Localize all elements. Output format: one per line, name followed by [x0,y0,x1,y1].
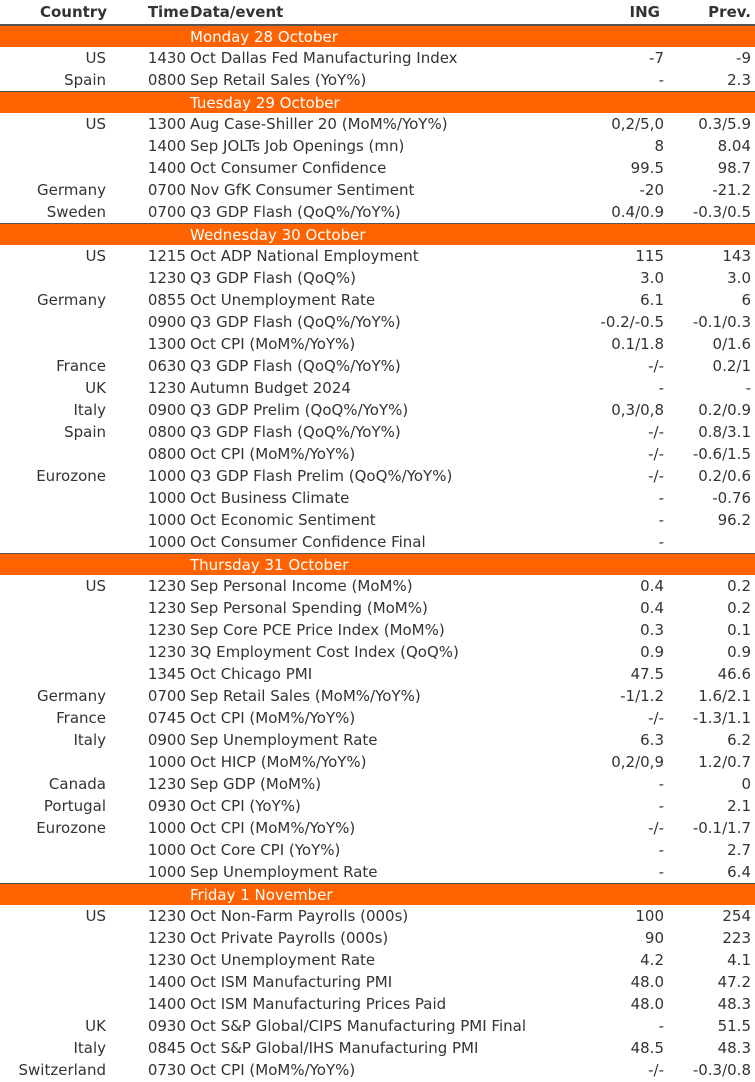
row-event: Nov GfK Consumer Sentiment [190,181,415,199]
row-event: Sep Unemployment Rate [190,731,378,749]
row-ing-forecast: 3.0 [640,269,664,287]
row-time: 1000 [147,753,186,771]
header-prev: Prev. [708,3,751,21]
row-ing-forecast: 0.1/1.8 [611,335,664,353]
row-ing-forecast: -/- [648,709,664,727]
row-event: Oct Private Payrolls (000s) [190,929,389,947]
table-row [0,377,755,399]
row-previous: 2.3 [727,71,751,89]
row-previous: -0.76 [712,489,751,507]
table-row [0,641,755,663]
row-previous: 0.1 [727,621,751,639]
row-previous: -1.3/1.1 [692,709,751,727]
row-previous: 48.3 [717,1039,751,1057]
row-time: 1400 [147,159,186,177]
row-previous: 6 [741,291,751,309]
row-event: Q3 GDP Flash (QoQ%/YoY%) [190,313,401,331]
row-ing-forecast: - [658,511,664,529]
table-row [0,575,755,597]
row-previous: 47.2 [717,973,751,991]
table-row [0,861,755,883]
row-previous: 1.2/0.7 [698,753,751,771]
day-label: Thursday 31 October [190,556,349,574]
row-ing-forecast: -/- [648,1061,664,1079]
row-previous: -0.6/1.5 [692,445,751,463]
row-time: 1000 [147,819,186,837]
row-country: Germany [37,687,106,705]
row-event: Oct Core CPI (YoY%) [190,841,341,859]
table-row [0,421,755,443]
row-event: Sep Unemployment Rate [190,863,378,881]
row-ing-forecast: 47.5 [630,665,664,683]
row-time: 0630 [147,357,186,375]
row-ing-forecast: - [658,863,664,881]
row-time: 1000 [147,863,186,881]
row-event: Oct ADP National Employment [190,247,419,265]
row-previous: 46.6 [717,665,751,683]
row-previous: 6.4 [727,863,751,881]
row-event: Q3 GDP Prelim (QoQ%/YoY%) [190,401,409,419]
row-previous: 0.2/1 [712,357,751,375]
row-time: 0800 [147,423,186,441]
row-time: 1400 [147,137,186,155]
row-country: Italy [73,731,106,749]
row-time: 0930 [147,797,186,815]
row-previous: 3.0 [727,269,751,287]
row-ing-forecast: 48.5 [630,1039,664,1057]
row-time: 0855 [147,291,186,309]
table-row [0,1059,755,1081]
header-time: Time [147,3,189,21]
row-country: US [85,49,106,67]
row-country: Germany [37,181,106,199]
header-ing: ING [629,3,660,21]
row-event: Oct Chicago PMI [190,665,313,683]
row-previous: 0 [741,775,751,793]
row-event: Oct CPI (MoM%/YoY%) [190,445,356,463]
row-time: 1345 [147,665,186,683]
table-row [0,289,755,311]
table-row [0,69,755,91]
row-ing-forecast: - [658,533,664,551]
row-ing-forecast: - [658,489,664,507]
table-row [0,1015,755,1037]
table-row [0,531,755,553]
row-event: Oct HICP (MoM%/YoY%) [190,753,367,771]
row-ing-forecast: 99.5 [630,159,664,177]
row-time: 0730 [147,1061,186,1079]
row-previous: -0.3/0.8 [692,1061,751,1079]
row-country: Eurozone [36,467,106,485]
row-time: 1230 [147,775,186,793]
row-previous: 143 [722,247,751,265]
row-country: Spain [64,423,106,441]
row-previous: 0/1.6 [712,335,751,353]
table-row [0,927,755,949]
row-event: Oct Non-Farm Payrolls (000s) [190,907,409,925]
row-time: 0800 [147,71,186,89]
day-header [0,91,755,113]
row-time: 1230 [147,643,186,661]
row-country: UK [85,1017,106,1035]
row-ing-forecast: - [658,1017,664,1035]
row-ing-forecast: -/- [648,467,664,485]
row-ing-forecast: 0,2/5,0 [611,115,664,133]
table-row [0,47,755,69]
table-row [0,597,755,619]
row-time: 1230 [147,929,186,947]
row-event: Oct S&P Global/CIPS Manufacturing PMI Final [190,1017,527,1035]
row-time: 1230 [147,907,186,925]
table-row [0,751,755,773]
row-event: Q3 GDP Flash (QoQ%) [190,269,356,287]
table-row [0,245,755,267]
table-row [0,993,755,1015]
table-row [0,179,755,201]
row-event: Oct Unemployment Rate [190,951,376,969]
row-time: 1230 [147,621,186,639]
row-country: Italy [73,401,106,419]
table-row [0,839,755,861]
table-row [0,795,755,817]
row-ing-forecast: -/- [648,445,664,463]
table-row [0,949,755,971]
table-row [0,443,755,465]
table-row [0,509,755,531]
row-ing-forecast: 4.2 [640,951,664,969]
table-row [0,487,755,509]
row-event: Autumn Budget 2024 [190,379,351,397]
row-previous: 4.1 [727,951,751,969]
table-body [0,25,755,1081]
row-event: Oct ISM Manufacturing Prices Paid [190,995,447,1013]
row-time: 0930 [147,1017,186,1035]
row-previous: 6.2 [727,731,751,749]
row-event: Sep GDP (MoM%) [190,775,322,793]
row-previous: -21.2 [712,181,751,199]
row-country: US [85,247,106,265]
row-event: Oct ISM Manufacturing PMI [190,973,393,991]
row-time: 1215 [147,247,186,265]
row-time: 1000 [147,467,186,485]
row-ing-forecast: 48.0 [630,973,664,991]
row-event: 3Q Employment Cost Index (QoQ%) [190,643,459,661]
row-time: 0900 [147,731,186,749]
day-header [0,223,755,245]
table-row [0,157,755,179]
row-event: Sep Retail Sales (YoY%) [190,71,367,89]
row-event: Sep Personal Income (MoM%) [190,577,413,595]
row-ing-forecast: 6.1 [640,291,664,309]
row-previous: 0.2/0.9 [698,401,751,419]
table-header [0,0,755,25]
row-time: 1230 [147,577,186,595]
row-previous: -0.1/0.3 [692,313,751,331]
table-row [0,685,755,707]
row-time: 1230 [147,269,186,287]
table-row [0,663,755,685]
row-time: 1000 [147,511,186,529]
table-row [0,773,755,795]
row-event: Oct CPI (MoM%/YoY%) [190,709,356,727]
table-row [0,113,755,135]
row-previous: -9 [736,49,751,67]
row-previous: 0.2 [727,599,751,617]
row-event: Q3 GDP Flash (QoQ%/YoY%) [190,357,401,375]
table-row [0,619,755,641]
row-ing-forecast: -1/1.2 [620,687,664,705]
row-event: Sep Personal Spending (MoM%) [190,599,428,617]
row-ing-forecast: - [658,841,664,859]
row-ing-forecast: 0.9 [640,643,664,661]
row-event: Oct CPI (MoM%/YoY%) [190,819,356,837]
row-time: 1300 [147,335,186,353]
row-ing-forecast: 90 [644,929,664,947]
row-event: Oct Consumer Confidence Final [190,533,426,551]
row-time: 0900 [147,313,186,331]
row-previous: - [745,379,751,397]
row-country: Canada [48,775,106,793]
header-country: Country [39,3,107,21]
row-time: 1230 [147,599,186,617]
row-ing-forecast: - [658,379,664,397]
row-ing-forecast: - [658,775,664,793]
row-ing-forecast: 48.0 [630,995,664,1013]
table-row [0,267,755,289]
table-row [0,1037,755,1059]
row-previous: 0.9 [727,643,751,661]
row-previous: 48.3 [717,995,751,1013]
row-time: 1400 [147,995,186,1013]
row-country: US [85,115,106,133]
table-row [0,135,755,157]
row-country: France [56,357,106,375]
row-time: 1230 [147,379,186,397]
row-event: Q3 GDP Flash (QoQ%/YoY%) [190,423,401,441]
row-event: Q3 GDP Flash Prelim (QoQ%/YoY%) [190,467,453,485]
row-ing-forecast: 0,2/0,9 [611,753,664,771]
row-ing-forecast: 6.3 [640,731,664,749]
row-ing-forecast: 0.4 [640,577,664,595]
row-time: 0700 [147,181,186,199]
row-ing-forecast: - [658,797,664,815]
row-country: US [85,907,106,925]
row-time: 1000 [147,841,186,859]
row-event: Sep Core PCE Price Index (MoM%) [190,621,445,639]
row-event: Oct Business Climate [190,489,350,507]
row-previous: 0.2/0.6 [698,467,751,485]
header-event: Data/event [190,3,284,21]
day-label: Monday 28 October [190,28,338,46]
row-ing-forecast: 115 [635,247,664,265]
row-time: 1430 [147,49,186,67]
table-row [0,817,755,839]
row-ing-forecast: 0.4 [640,599,664,617]
row-time: 1000 [147,533,186,551]
table-row [0,311,755,333]
row-previous: 96.2 [717,511,751,529]
row-previous: 0.2 [727,577,751,595]
row-event: Oct Dallas Fed Manufacturing Index [190,49,458,67]
row-previous: 1.6/2.1 [698,687,751,705]
row-event: Sep Retail Sales (MoM%/YoY%) [190,687,421,705]
table-row [0,729,755,751]
day-label: Wednesday 30 October [190,226,366,244]
row-country: Germany [37,291,106,309]
row-time: 0700 [147,687,186,705]
row-ing-forecast: 0.3 [640,621,664,639]
row-country: France [56,709,106,727]
row-previous: 223 [722,929,751,947]
row-time: 1300 [147,115,186,133]
row-ing-forecast: -/- [648,423,664,441]
row-ing-forecast: 100 [635,907,664,925]
row-ing-forecast: 0,3/0,8 [611,401,664,419]
table-row [0,333,755,355]
row-previous: -0.1/1.7 [692,819,751,837]
row-time: 0745 [147,709,186,727]
row-country: US [85,577,106,595]
row-previous: 51.5 [717,1017,751,1035]
row-time: 1230 [147,951,186,969]
row-event: Oct Economic Sentiment [190,511,376,529]
row-previous: 0.3/5.9 [698,115,751,133]
row-previous: 254 [722,907,751,925]
row-country: Eurozone [36,819,106,837]
table-row [0,465,755,487]
row-event: Oct CPI (MoM%/YoY%) [190,1061,356,1079]
row-ing-forecast: -/- [648,819,664,837]
row-country: UK [85,379,106,397]
row-country: Sweden [46,203,106,221]
row-previous: -0.3/0.5 [692,203,751,221]
row-event: Oct CPI (MoM%/YoY%) [190,335,356,353]
row-event: Sep JOLTs Job Openings (mn) [190,137,405,155]
table-row [0,707,755,729]
row-previous: 98.7 [717,159,751,177]
table-row [0,971,755,993]
row-event: Oct Consumer Confidence [190,159,387,177]
row-event: Oct S&P Global/IHS Manufacturing PMI [190,1039,479,1057]
row-ing-forecast: 8 [654,137,664,155]
row-ing-forecast: -/- [648,357,664,375]
row-ing-forecast: -7 [649,49,664,67]
row-previous: 2.1 [727,797,751,815]
row-ing-forecast: -20 [639,181,664,199]
day-header [0,883,755,905]
row-time: 0700 [147,203,186,221]
day-label: Tuesday 29 October [190,94,340,112]
row-time: 0800 [147,445,186,463]
row-country: Switzerland [18,1061,106,1079]
table-row [0,399,755,421]
row-time: 1000 [147,489,186,507]
day-header [0,25,755,47]
row-country: Spain [64,71,106,89]
day-label: Friday 1 November [190,886,333,904]
row-ing-forecast: - [658,71,664,89]
table-row [0,201,755,223]
row-time: 0845 [147,1039,186,1057]
row-event: Q3 GDP Flash (QoQ%/YoY%) [190,203,401,221]
row-ing-forecast: -0.2/-0.5 [600,313,664,331]
row-ing-forecast: 0.4/0.9 [611,203,664,221]
table-row [0,905,755,927]
row-event: Aug Case-Shiller 20 (MoM%/YoY%) [190,115,448,133]
row-time: 0900 [147,401,186,419]
row-event: Oct Unemployment Rate [190,291,376,309]
row-time: 1400 [147,973,186,991]
table-row [0,355,755,377]
row-previous: 0.8/3.1 [698,423,751,441]
row-previous: 8.04 [717,137,751,155]
row-country: Italy [73,1039,106,1057]
row-event: Oct CPI (YoY%) [190,797,301,815]
row-previous: 2.7 [727,841,751,859]
day-header [0,553,755,575]
row-country: Portugal [43,797,106,815]
